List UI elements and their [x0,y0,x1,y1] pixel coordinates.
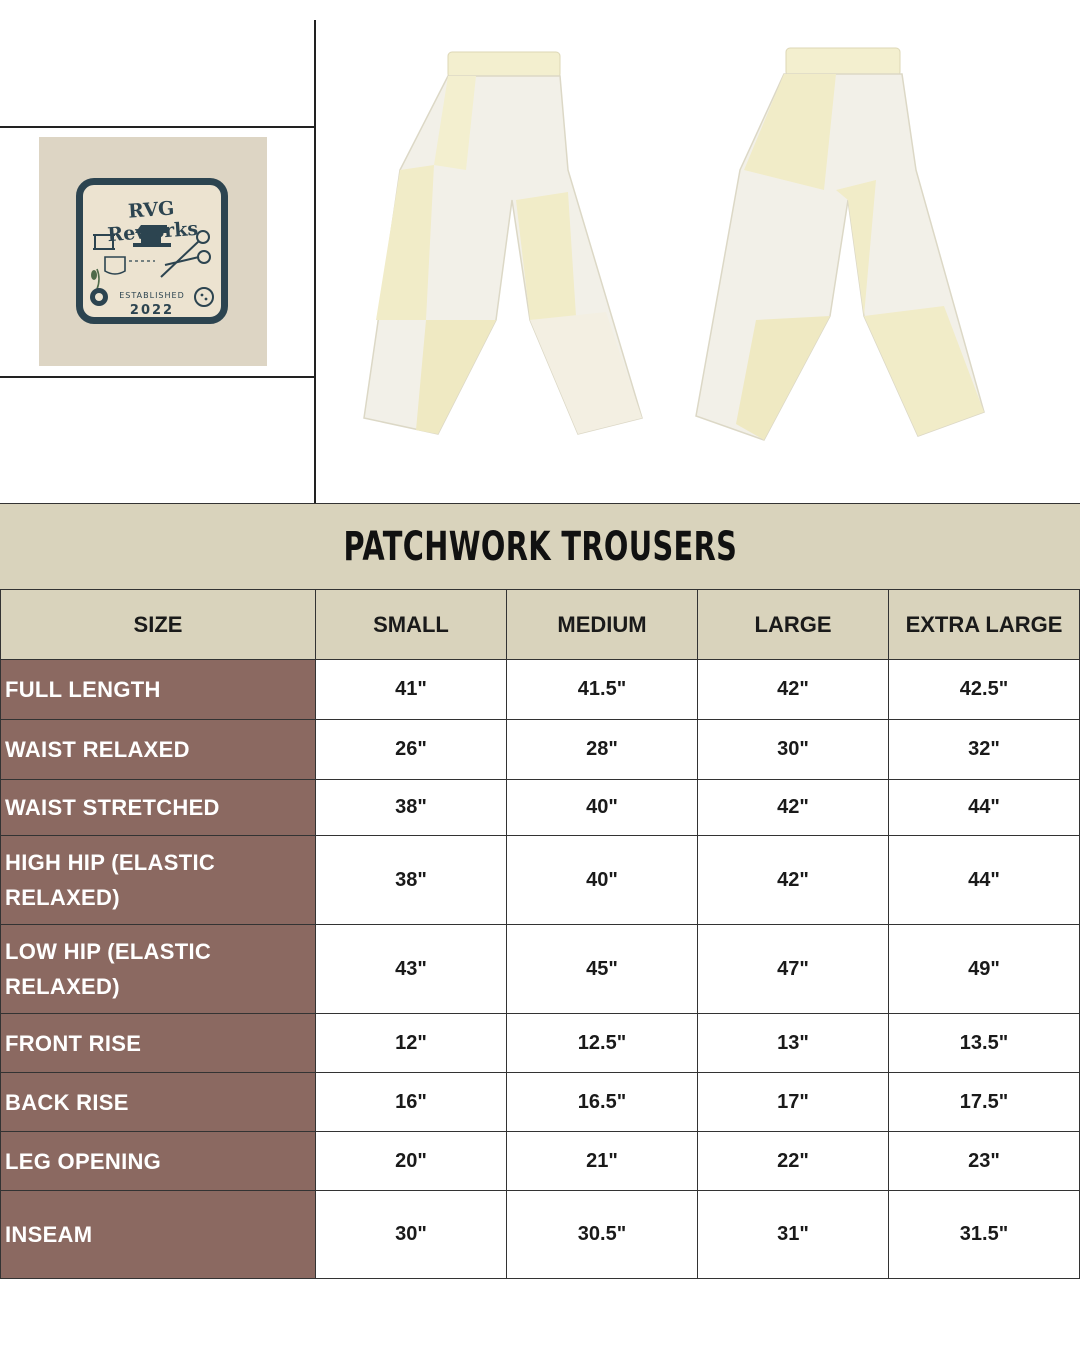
cell-value: 21" [507,1132,698,1191]
product-photo [316,20,1080,504]
header-extra-large: EXTRA LARGE [889,590,1080,660]
cell-value: 26" [316,720,507,780]
cell-value: 32" [889,720,1080,780]
cell-value: 13.5" [889,1014,1080,1073]
cell-value: 23" [889,1132,1080,1191]
table-row [1,836,1080,925]
cell-value: 30.5" [507,1191,698,1279]
cell-value: 13" [698,1014,889,1073]
cell-value: 42.5" [889,660,1080,720]
table-header-row [1,590,1080,660]
header-large: LARGE [698,590,889,660]
cell-value: 31.5" [889,1191,1080,1279]
cell-value: 12.5" [507,1014,698,1073]
logo-year: 2022 [129,303,175,318]
cell-value: 38" [316,836,507,925]
cell-value: 28" [507,720,698,780]
row-label: BACK RISE [1,1073,316,1132]
cell-value: 40" [507,780,698,836]
row-label: WAIST RELAXED [1,720,316,780]
row-label: HIGH HIP (ELASTIC RELAXED) [1,836,316,925]
cell-value: 42" [698,780,889,836]
cell-value: 42" [698,836,889,925]
trousers-front-image [364,52,642,434]
cell-value: 40" [507,836,698,925]
table-row [1,1073,1080,1132]
header-size: SIZE [1,590,316,660]
cell-value: 30" [698,720,889,780]
logo-badge [76,178,228,324]
top-divider-lower [0,376,314,378]
row-label: LOW HIP (ELASTIC RELAXED) [1,925,316,1014]
cell-value: 45" [507,925,698,1014]
cell-value: 38" [316,780,507,836]
table-row [1,1014,1080,1073]
table-row [1,925,1080,1014]
cell-value: 12" [316,1014,507,1073]
header-small: SMALL [316,590,507,660]
brand-logo [39,137,267,366]
trousers-back-image [696,48,984,440]
cell-value: 42" [698,660,889,720]
top-divider-upper [0,126,314,128]
row-label: LEG OPENING [1,1132,316,1191]
cell-value: 43" [316,925,507,1014]
header-medium: MEDIUM [507,590,698,660]
table-row [1,1191,1080,1279]
product-title-band [0,503,1080,589]
cell-value: 31" [698,1191,889,1279]
size-chart-table [0,589,1080,1279]
cell-value: 41" [316,660,507,720]
table-row [1,660,1080,720]
cell-value: 49" [889,925,1080,1014]
cell-value: 17.5" [889,1073,1080,1132]
cell-value: 44" [889,780,1080,836]
table-row [1,720,1080,780]
cell-value: 17" [698,1073,889,1132]
cell-value: 22" [698,1132,889,1191]
cell-value: 16.5" [507,1073,698,1132]
cell-value: 41.5" [507,660,698,720]
cell-value: 16" [316,1073,507,1132]
row-label: WAIST STRETCHED [1,780,316,836]
row-label: FRONT RISE [1,1014,316,1073]
row-label: FULL LENGTH [1,660,316,720]
cell-value: 30" [316,1191,507,1279]
cell-value: 47" [698,925,889,1014]
product-title: PATCHWORK TROUSERS [343,523,737,570]
table-row [1,1132,1080,1191]
logo-established: ESTABLISHED [119,291,185,300]
logo-title: RVG Reworks [106,197,199,247]
cell-value: 44" [889,836,1080,925]
table-row [1,780,1080,836]
cell-value: 20" [316,1132,507,1191]
row-label: INSEAM [1,1191,316,1279]
